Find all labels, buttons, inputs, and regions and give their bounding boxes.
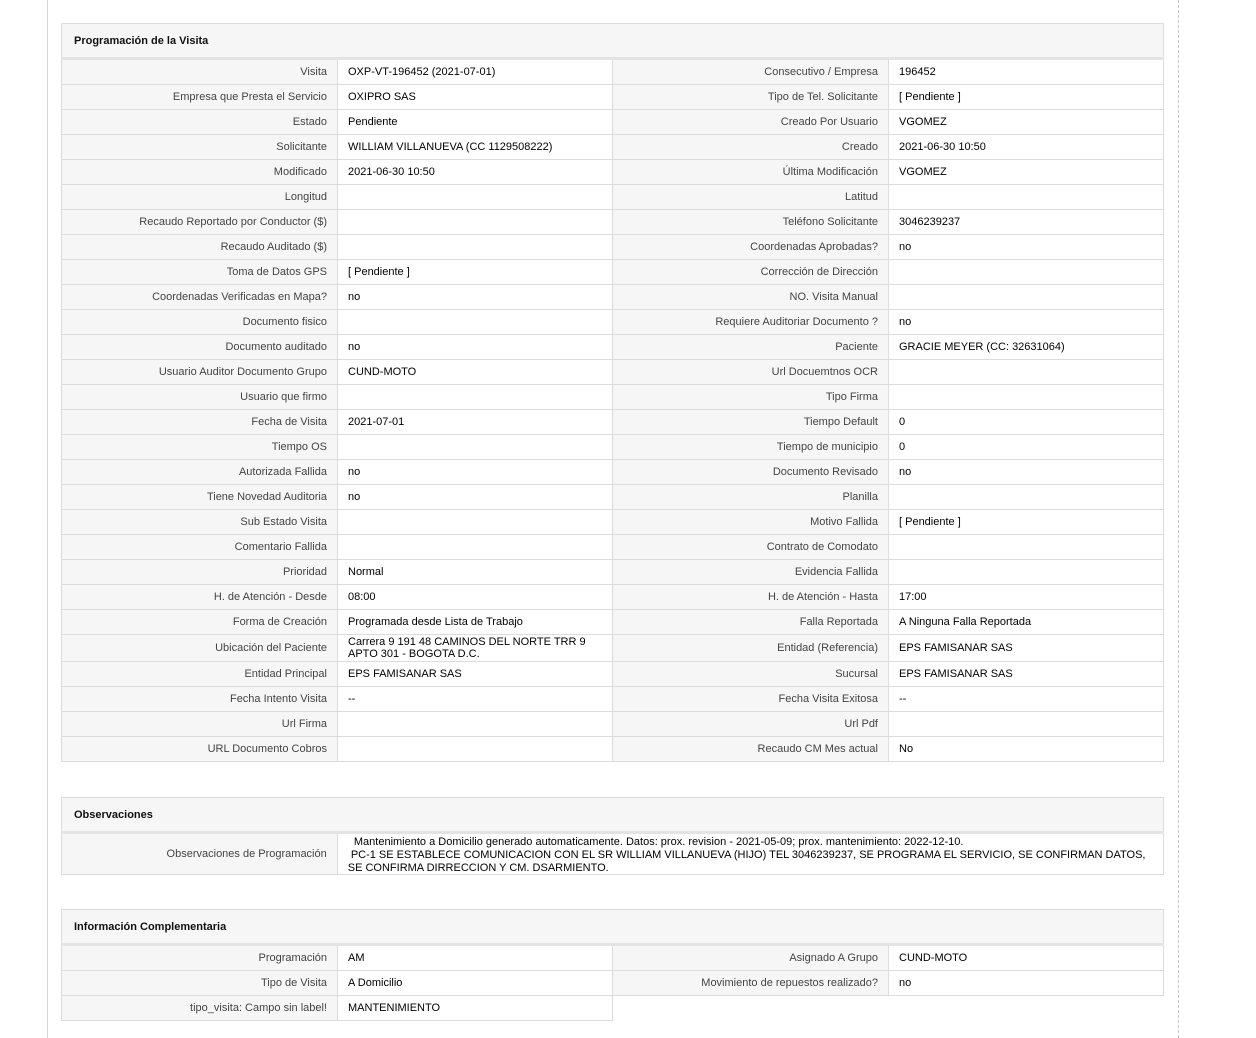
complementaria-section [61,909,1164,1021]
field-value: no [338,285,613,310]
field-row [62,60,1164,85]
field-row [62,996,1164,1021]
field-value: no [889,460,1164,485]
field-value: 0 [889,410,1164,435]
field-row [62,687,1164,712]
section-title: Programación de la Visita [61,23,1164,57]
field-row [62,635,1164,662]
field-value: A Domicilio [338,971,613,996]
field-label: Paciente [613,335,889,360]
field-value: [ Pendiente ] [338,260,613,285]
field-value: VGOMEZ [889,110,1164,135]
field-row [62,85,1164,110]
field-label: Url Docuemtnos OCR [613,360,889,385]
field-label: Prioridad [62,560,338,585]
field-row [62,535,1164,560]
field-row [62,510,1164,535]
field-label: Fecha Visita Exitosa [613,687,889,712]
section-title: Información Complementaria [61,909,1164,943]
section-title: Observaciones [61,797,1164,831]
field-value: 2021-07-01 [338,410,613,435]
field-value: no [338,485,613,510]
field-label: Recaudo Auditado ($) [62,235,338,260]
field-label: Requiere Auditoriar Documento ? [613,310,889,335]
field-label: Sucursal [613,662,889,687]
field-row [62,585,1164,610]
field-value: OXIPRO SAS [338,85,613,110]
field-label: Latitud [613,185,889,210]
field-value: 17:00 [889,585,1164,610]
field-value [889,285,1164,310]
field-value [338,510,613,535]
field-label: Tiempo Default [613,410,889,435]
observaciones-fields [61,834,1164,875]
field-label: Contrato de Comodato [613,535,889,560]
field-row [62,737,1164,762]
field-label: Creado Por Usuario [613,110,889,135]
field-value: [ Pendiente ] [889,510,1164,535]
field-row [62,360,1164,385]
programacion-section [61,23,1164,762]
field-label: Última Modificación [613,160,889,185]
field-value: no [338,335,613,360]
field-value: Normal [338,560,613,585]
field-label: Tipo de Visita [62,971,338,996]
field-label: Tiene Novedad Auditoria [62,485,338,510]
observaciones-section [61,797,1164,875]
field-label: Consecutivo / Empresa [613,60,889,85]
field-value [338,385,613,410]
field-row [62,712,1164,737]
field-row [62,260,1164,285]
field-value [338,712,613,737]
field-row [62,834,1164,875]
field-label: NO. Visita Manual [613,285,889,310]
field-label: Modificado [62,160,338,185]
complementaria-fields [61,946,1164,1021]
field-label: Observaciones de Programación [62,834,338,875]
field-label: Coordenadas Verificadas en Mapa? [62,285,338,310]
field-label: Documento auditado [62,335,338,360]
field-label: Fecha Intento Visita [62,687,338,712]
field-row [62,460,1164,485]
field-label: Recaudo CM Mes actual [613,737,889,762]
field-value [889,712,1164,737]
field-label: tipo_visita: Campo sin label! [62,996,338,1021]
field-value [889,535,1164,560]
field-value: CUND-MOTO [889,946,1164,971]
field-value [338,435,613,460]
field-label: Ubicación del Paciente [62,635,338,662]
field-label: Comentario Fallida [62,535,338,560]
field-label: Documento Revisado [613,460,889,485]
field-label: Forma de Creación [62,610,338,635]
field-row [62,971,1164,996]
field-value: no [889,971,1164,996]
field-value: A Ninguna Falla Reportada [889,610,1164,635]
field-label: Estado [62,110,338,135]
field-label: H. de Atención - Hasta [613,585,889,610]
field-value: no [889,310,1164,335]
field-row [62,662,1164,687]
field-value: 2021-06-30 10:50 [338,160,613,185]
field-label: Motivo Fallida [613,510,889,535]
field-value: No [889,737,1164,762]
field-row [62,210,1164,235]
field-value: Pendiente [338,110,613,135]
field-label: Evidencia Fallida [613,560,889,585]
field-value: EPS FAMISANAR SAS [338,662,613,687]
field-label: Url Pdf [613,712,889,737]
field-label: Coordenadas Aprobadas? [613,235,889,260]
field-label: Toma de Datos GPS [62,260,338,285]
field-value [338,185,613,210]
field-value [889,485,1164,510]
field-row [62,135,1164,160]
field-label: Tiempo OS [62,435,338,460]
field-row [62,160,1164,185]
field-label: Corrección de Dirección [613,260,889,285]
field-row [62,410,1164,435]
field-value: -- [889,687,1164,712]
field-row [62,485,1164,510]
field-value [889,360,1164,385]
field-label: Movimiento de repuestos realizado? [613,971,889,996]
field-row [62,560,1164,585]
field-row [62,946,1164,971]
observaciones-text: Mantenimiento a Domicilio generado automaticamente. Datos: prox. revision - 2021-05-09; prox. mantenimiento: 2022-12-10. PC-1 SE ESTABLECE COMUNICACION CON EL SR WILLIAM VILLANUEVA (HIJO) TEL 3046239237, SE PROGRAMA EL SERVICIO, SE CONFIRMAN DATOS, SE CONFIRMA DIRRECCION Y CM. DSARMIENTO. [338,834,1164,875]
field-label: Url Firma [62,712,338,737]
field-label: Falla Reportada [613,610,889,635]
field-row [62,435,1164,460]
field-value: WILLIAM VILLANUEVA (CC 1129508222) [338,135,613,160]
field-value [889,185,1164,210]
field-value [338,737,613,762]
field-label: Asignado A Grupo [613,946,889,971]
field-value: OXP-VT-196452 (2021-07-01) [338,60,613,85]
field-value [889,260,1164,285]
field-value: no [338,460,613,485]
field-label: Tipo de Tel. Solicitante [613,85,889,110]
field-label: Entidad Principal [62,662,338,687]
field-label: Recaudo Reportado por Conductor ($) [62,210,338,235]
field-value: AM [338,946,613,971]
field-value: 196452 [889,60,1164,85]
field-value [889,385,1164,410]
field-label: Tipo Firma [613,385,889,410]
programacion-fields [61,60,1164,762]
field-value: [ Pendiente ] [889,85,1164,110]
field-row [62,110,1164,135]
field-value: 08:00 [338,585,613,610]
field-value: 3046239237 [889,210,1164,235]
field-value: 2021-06-30 10:50 [889,135,1164,160]
field-label: Longitud [62,185,338,210]
field-value [338,210,613,235]
field-value: Carrera 9 191 48 CAMINOS DEL NORTE TRR 9 APTO 301 - BOGOTA D.C. [338,635,613,662]
field-value [338,235,613,260]
field-row [62,385,1164,410]
field-label: Tiempo de municipio [613,435,889,460]
field-value: VGOMEZ [889,160,1164,185]
field-value [338,310,613,335]
field-value: -- [338,687,613,712]
field-row [62,285,1164,310]
field-value: GRACIE MEYER (CC: 32631064) [889,335,1164,360]
field-row [62,610,1164,635]
field-label: Fecha de Visita [62,410,338,435]
field-value [338,535,613,560]
field-label: Usuario que firmo [62,385,338,410]
page-left-border [47,0,48,1038]
field-label: Documento fisico [62,310,338,335]
field-row [62,185,1164,210]
page-right-dashed-border [1178,0,1179,1038]
field-label: Usuario Auditor Documento Grupo [62,360,338,385]
field-value: CUND-MOTO [338,360,613,385]
field-value: Programada desde Lista de Trabajo [338,610,613,635]
field-label: Entidad (Referencia) [613,635,889,662]
field-label: Empresa que Presta el Servicio [62,85,338,110]
field-label: Autorizada Fallida [62,460,338,485]
field-value: EPS FAMISANAR SAS [889,635,1164,662]
field-value: MANTENIMIENTO [338,996,613,1021]
field-row [62,235,1164,260]
field-row [62,335,1164,360]
field-label: Programación [62,946,338,971]
field-value: 0 [889,435,1164,460]
field-label: Solicitante [62,135,338,160]
field-label: Sub Estado Visita [62,510,338,535]
field-label: Creado [613,135,889,160]
field-value: no [889,235,1164,260]
field-label: Planilla [613,485,889,510]
field-row [62,310,1164,335]
field-label: Visita [62,60,338,85]
field-label: Teléfono Solicitante [613,210,889,235]
field-value: EPS FAMISANAR SAS [889,662,1164,687]
field-value [889,560,1164,585]
field-label: H. de Atención - Desde [62,585,338,610]
field-label: URL Documento Cobros [62,737,338,762]
